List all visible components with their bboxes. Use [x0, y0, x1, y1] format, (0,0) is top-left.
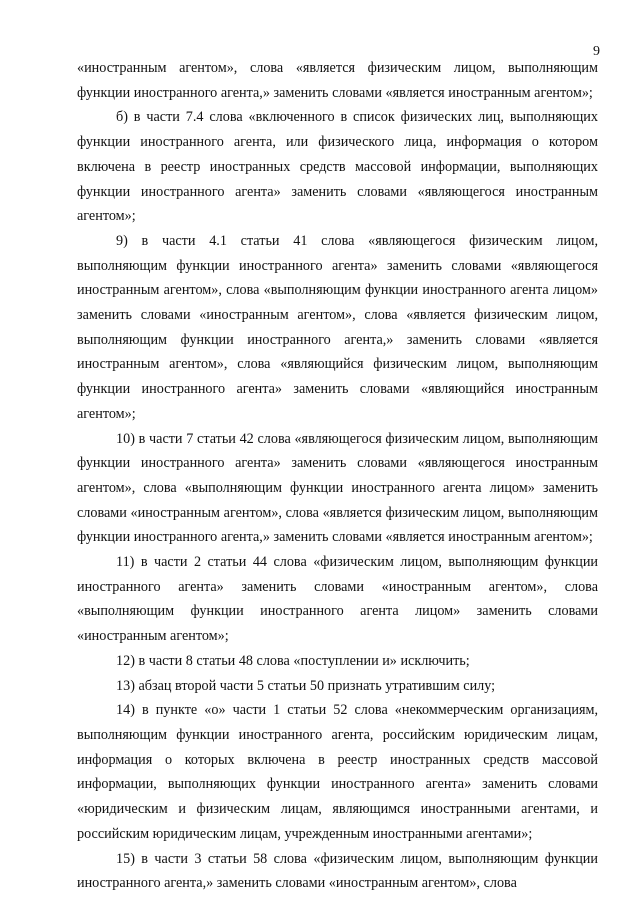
paragraph-item-13: 13) абзац второй части 5 статьи 50 признать утратившим силу;: [116, 677, 496, 694]
paragraph-item-15: 15) в части 3 статьи 58 слова «физическим лицом, выполняющим функции иностранного агента,» заменить словами «иностранным агентом», слова: [77, 850, 598, 892]
paragraph-item-9: 9) в части 4.1 статьи 41 слова «являющегося физическим лицом, выполняющим функции иностранного агента» заменить словами «являющегося иностранным агентом», слова «выполняющим функции иностранного агента лицом» заменить словами «иностранным агентом», слова «является физическим лицом, выполняющим функции иностранного агента,» заменить словами «является иностранным агентом», слова «являющийся физическим лицом, выполняющим функции иностранного агента» заменить словами «являющийся иностранным агентом»;: [77, 232, 598, 422]
paragraph-item-b: б) в части 7.4 слова «включенного в список физических лиц, выполняющих функции иностранного агента, или физического лица, информация о котором включена в реестр иностранных средств массовой информации, выполняющих функции иностранного агента» заменить словами «являющегося иностранным агентом»;: [77, 109, 598, 225]
page-number: 9: [593, 44, 600, 59]
paragraph-item-10: 10) в части 7 статьи 42 слова «являющегося физическим лицом, выполняющим функции иностранного агента» заменить словами «являющегося иностранным агентом», слова «выполняющим функции иностранного агента лицом» заменить словами «иностранным агентом», слова «является физическим лицом, выполняющим функции иностранного агента,» заменить словами «является иностранным агентом»;: [77, 430, 598, 546]
paragraph-item-11: 11) в части 2 статьи 44 слова «физическим лицом, выполняющим функции иностранного агента» заменить словами «иностранным агентом», слова «выполняющим функции иностранного агента лицом» заменить словами «иностранным агентом»;: [77, 554, 598, 645]
paragraph-item-12: 12) в части 8 статьи 48 слова «поступлении и» исключить;: [116, 652, 470, 669]
paragraph-continuation: «иностранным агентом», слова «является физическим лицом, выполняющим функции иностранного агента,» заменить словами «является иностранным агентом»;: [77, 60, 598, 101]
document-body: [77, 56, 598, 896]
paragraph-item-14: 14) в пункте «о» части 1 статьи 52 слова «некоммерческим организациям, выполняющим функции иностранного агента, российским юридическим лицам, информация о которых включена в реестр иностранных средств массовой информации, выполняющих функции иностранного агента» заменить словами «юридическим и физическим лицам, являющимся иностранными агентами, и российским юридическим лицам, учрежденным иностранными агентами»;: [77, 702, 598, 842]
